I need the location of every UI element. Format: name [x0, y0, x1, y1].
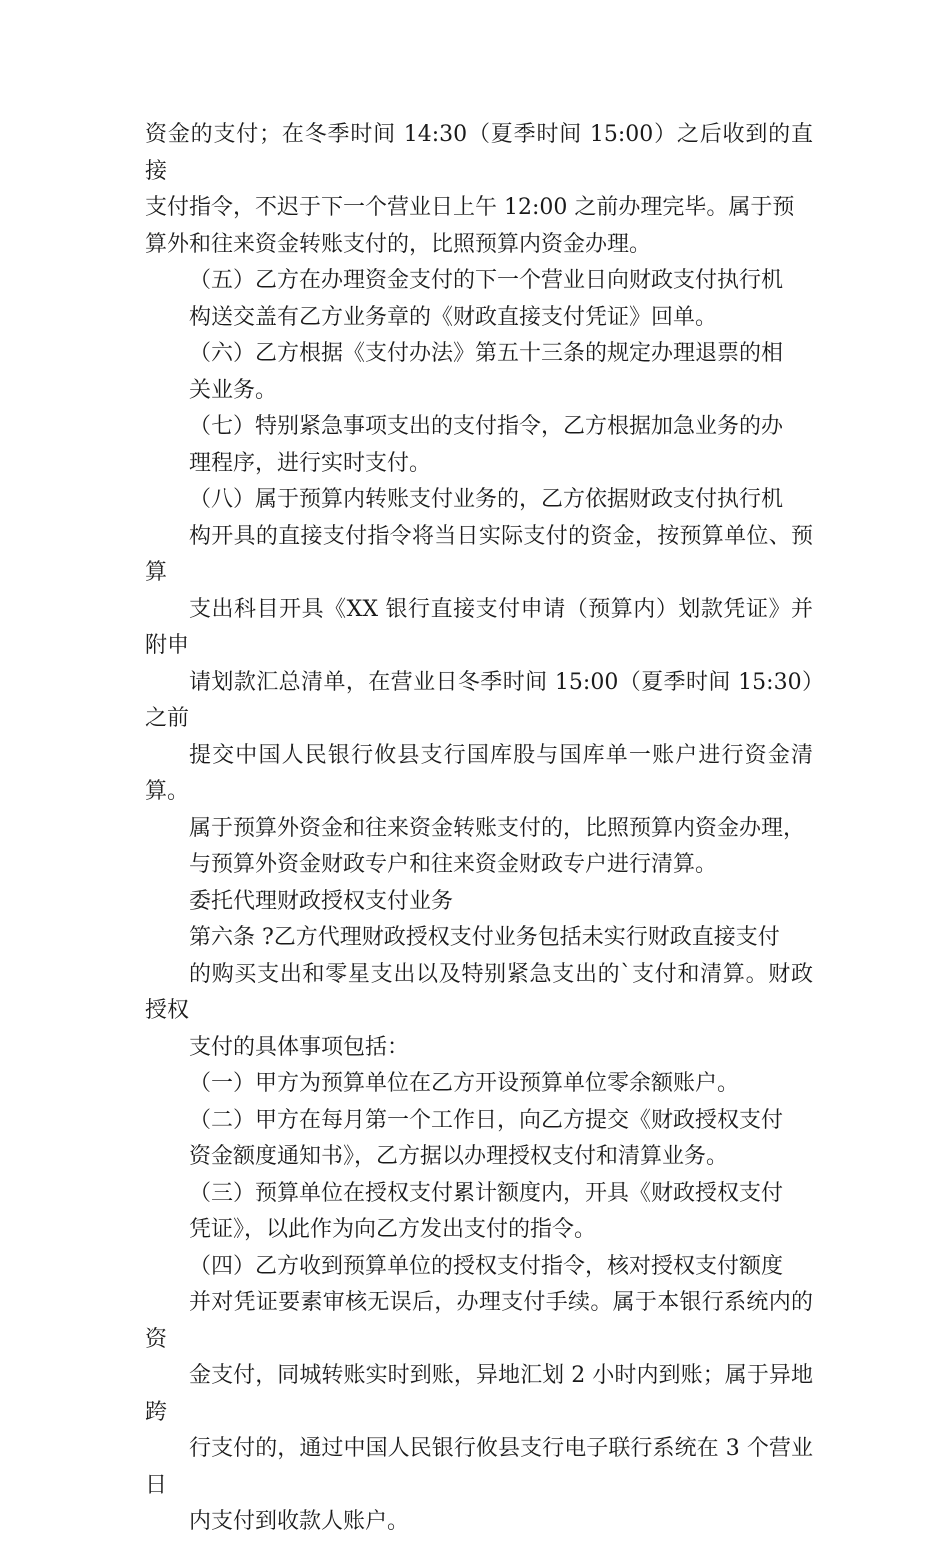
paragraph-auth-item-1 [145, 1066, 813, 1103]
text-line: 理程序，进行实时支付。 [189, 450, 432, 476]
paragraph-article-6 [145, 920, 813, 1066]
text-line: （七）特别紧急事项支出的支付指令，乙方根据加急业务的办 [189, 414, 784, 439]
text-line: （一）甲方为预算单位在乙方开设预算单位零余额账户。 [189, 1071, 740, 1096]
section-heading [145, 884, 813, 921]
text-line: 凭证》，以此作为向乙方发出支付的指令。 [189, 1217, 597, 1242]
text-line: 并对凭证要素审核无误后，办理支付手续。属于本银行系统内的资 [145, 1290, 813, 1352]
text-line: 支付指令，不迟于下一个营业日上午 12:00 之前办理完毕。属于预 [145, 195, 795, 220]
text-line: 行支付的，通过中国人民银行攸县支行电子联行系统在 3 个营业日 [145, 1436, 813, 1498]
text-line: 金支付，同城转账实时到账，异地汇划 2 小时内到账；属于异地跨 [145, 1363, 813, 1425]
text-line: 提交中国人民银行攸县支行国库股与国库单一账户进行资金清算。 [145, 742, 813, 804]
text-line: 资金额度通知书》，乙方据以办理授权支付和清算业务。 [189, 1144, 729, 1169]
text-line: 委托代理财政授权支付业务 [189, 888, 454, 914]
paragraph-item-5 [145, 263, 813, 336]
paragraph-item-7 [145, 409, 813, 482]
paragraph-auth-item-2 [145, 1103, 813, 1176]
text-line: （八）属于预算内转账支付业务的，乙方依据财政支付执行机 [189, 487, 784, 512]
paragraph-item-8 [145, 482, 813, 811]
document-page [145, 117, 813, 1541]
text-line: （四）乙方收到预算单位的授权支付指令，核对授权支付额度 [189, 1253, 784, 1279]
text-line: 请划款汇总清单，在营业日冬季时间 15:00（夏季时间 15:30）之前 [145, 669, 813, 731]
text-line: （二）甲方在每月第一个工作日，向乙方提交《财政授权支付 [189, 1107, 784, 1133]
text-line: 与预算外资金财政专户和往来资金财政专户进行清算。 [189, 852, 718, 877]
paragraph-auth-item-4 [145, 1249, 813, 1541]
paragraph-item-6 [145, 336, 813, 409]
text-line: （六）乙方根据《支付办法》第五十三条的规定办理退票的相 [189, 341, 784, 366]
text-line: 资金的支付；在冬季时间 14:30（夏季时间 15:00）之后收到的直接 [145, 122, 813, 184]
text-line: 构开具的直接支付指令将当日实际支付的资金，按预算单位、预算 [145, 523, 813, 585]
paragraph-extra-budget [145, 811, 813, 884]
paragraph-payment-timing [145, 117, 813, 263]
text-line: （三）预算单位在授权支付累计额度内，开具《财政授权支付 [189, 1180, 784, 1206]
text-line: 算外和往来资金转账支付的，比照预算内资金办理。 [145, 231, 652, 257]
text-line: 内支付到收款人账户。 [189, 1509, 410, 1534]
text-line: 属于预算外资金和往来资金转账支付的，比照预算内资金办理， [189, 815, 806, 841]
text-line: 构送交盖有乙方业务章的《财政直接支付凭证》回单。 [189, 304, 718, 330]
paragraph-auth-item-3 [145, 1176, 813, 1249]
text-line: （五）乙方在办理资金支付的下一个营业日向财政支付执行机 [189, 268, 784, 293]
text-line: 关业务。 [189, 377, 278, 403]
text-line: 支付的具体事项包括： [189, 1034, 410, 1060]
text-line: 的购买支出和零星支出以及特别紧急支出的`支付和清算。财政授权 [145, 961, 813, 1023]
text-line: 第六条 ?乙方代理财政授权支付业务包括未实行财政直接支付 [189, 925, 780, 950]
text-line: 支出科目开具《XX 银行直接支付申请（预算内）划款凭证》并附申 [145, 596, 813, 658]
